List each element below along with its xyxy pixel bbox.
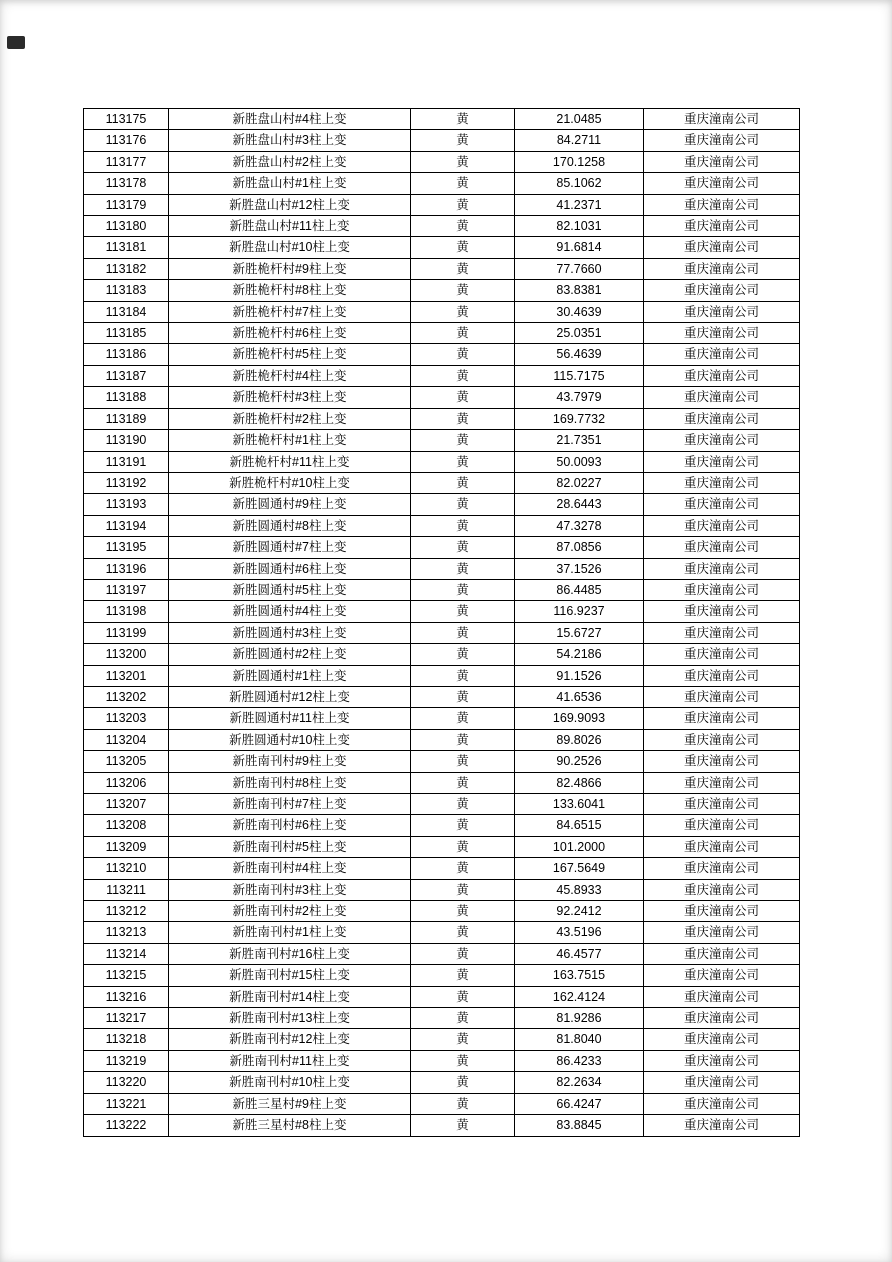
table-row xyxy=(84,729,800,750)
table-row xyxy=(84,301,800,322)
cell-id: 113218 xyxy=(84,1029,169,1050)
cell-company: 重庆潼南公司 xyxy=(644,301,800,322)
cell-value: 90.2526 xyxy=(515,751,644,772)
cell-value: 169.7732 xyxy=(515,408,644,429)
cell-name: 新胜桅杆村#1柱上变 xyxy=(169,430,411,451)
cell-value: 82.0227 xyxy=(515,472,644,493)
cell-company: 重庆潼南公司 xyxy=(644,836,800,857)
cell-name: 新胜圆通村#7柱上变 xyxy=(169,537,411,558)
cell-color: 黄 xyxy=(411,151,515,172)
cell-id: 113214 xyxy=(84,943,169,964)
cell-color: 黄 xyxy=(411,1008,515,1029)
cell-company: 重庆潼南公司 xyxy=(644,237,800,258)
cell-color: 黄 xyxy=(411,472,515,493)
table-row xyxy=(84,1050,800,1071)
cell-color: 黄 xyxy=(411,901,515,922)
cell-value: 81.8040 xyxy=(515,1029,644,1050)
cell-color: 黄 xyxy=(411,686,515,707)
cell-color: 黄 xyxy=(411,451,515,472)
cell-color: 黄 xyxy=(411,601,515,622)
page-corner-artifact xyxy=(7,36,25,49)
cell-company: 重庆潼南公司 xyxy=(644,879,800,900)
cell-name: 新胜盘山村#2柱上变 xyxy=(169,151,411,172)
cell-name: 新胜南刊村#1柱上变 xyxy=(169,922,411,943)
cell-company: 重庆潼南公司 xyxy=(644,280,800,301)
cell-value: 167.5649 xyxy=(515,858,644,879)
cell-company: 重庆潼南公司 xyxy=(644,258,800,279)
table-row xyxy=(84,879,800,900)
cell-name: 新胜南刊村#3柱上变 xyxy=(169,879,411,900)
cell-id: 113180 xyxy=(84,216,169,237)
cell-company: 重庆潼南公司 xyxy=(644,965,800,986)
table-row xyxy=(84,922,800,943)
table-row xyxy=(84,258,800,279)
table-row xyxy=(84,943,800,964)
table-row xyxy=(84,836,800,857)
cell-color: 黄 xyxy=(411,558,515,579)
cell-company: 重庆潼南公司 xyxy=(644,323,800,344)
cell-id: 113198 xyxy=(84,601,169,622)
cell-value: 83.8381 xyxy=(515,280,644,301)
cell-name: 新胜南刊村#11柱上变 xyxy=(169,1050,411,1071)
cell-company: 重庆潼南公司 xyxy=(644,130,800,151)
cell-company: 重庆潼南公司 xyxy=(644,451,800,472)
cell-color: 黄 xyxy=(411,1115,515,1136)
cell-company: 重庆潼南公司 xyxy=(644,686,800,707)
cell-name: 新胜圆通村#5柱上变 xyxy=(169,579,411,600)
table-row xyxy=(84,130,800,151)
table-row xyxy=(84,451,800,472)
cell-id: 113181 xyxy=(84,237,169,258)
cell-color: 黄 xyxy=(411,515,515,536)
cell-company: 重庆潼南公司 xyxy=(644,194,800,215)
cell-color: 黄 xyxy=(411,836,515,857)
table-row xyxy=(84,772,800,793)
cell-company: 重庆潼南公司 xyxy=(644,901,800,922)
cell-name: 新胜盘山村#4柱上变 xyxy=(169,109,411,130)
table-row xyxy=(84,344,800,365)
cell-name: 新胜圆通村#9柱上变 xyxy=(169,494,411,515)
cell-id: 113175 xyxy=(84,109,169,130)
table-row xyxy=(84,109,800,130)
cell-value: 15.6727 xyxy=(515,622,644,643)
cell-value: 21.7351 xyxy=(515,430,644,451)
cell-value: 170.1258 xyxy=(515,151,644,172)
cell-name: 新胜桅杆村#7柱上变 xyxy=(169,301,411,322)
cell-id: 113184 xyxy=(84,301,169,322)
table-row xyxy=(84,537,800,558)
cell-company: 重庆潼南公司 xyxy=(644,558,800,579)
cell-name: 新胜圆通村#8柱上变 xyxy=(169,515,411,536)
cell-value: 84.6515 xyxy=(515,815,644,836)
cell-color: 黄 xyxy=(411,579,515,600)
cell-color: 黄 xyxy=(411,1050,515,1071)
cell-value: 86.4485 xyxy=(515,579,644,600)
cell-id: 113185 xyxy=(84,323,169,344)
cell-company: 重庆潼南公司 xyxy=(644,365,800,386)
cell-value: 91.1526 xyxy=(515,665,644,686)
table-row xyxy=(84,751,800,772)
cell-color: 黄 xyxy=(411,751,515,772)
cell-company: 重庆潼南公司 xyxy=(644,622,800,643)
cell-value: 45.8933 xyxy=(515,879,644,900)
cell-value: 21.0485 xyxy=(515,109,644,130)
cell-id: 113203 xyxy=(84,708,169,729)
cell-color: 黄 xyxy=(411,879,515,900)
cell-color: 黄 xyxy=(411,109,515,130)
cell-id: 113215 xyxy=(84,965,169,986)
cell-company: 重庆潼南公司 xyxy=(644,151,800,172)
table-row xyxy=(84,280,800,301)
table-row xyxy=(84,151,800,172)
table-row xyxy=(84,430,800,451)
table-row xyxy=(84,1093,800,1114)
table-row xyxy=(84,708,800,729)
cell-company: 重庆潼南公司 xyxy=(644,794,800,815)
table-row xyxy=(84,216,800,237)
cell-id: 113222 xyxy=(84,1115,169,1136)
cell-color: 黄 xyxy=(411,365,515,386)
data-table xyxy=(83,108,800,1137)
table-row xyxy=(84,365,800,386)
cell-id: 113189 xyxy=(84,408,169,429)
cell-value: 133.6041 xyxy=(515,794,644,815)
cell-value: 81.9286 xyxy=(515,1008,644,1029)
cell-value: 54.2186 xyxy=(515,644,644,665)
cell-company: 重庆潼南公司 xyxy=(644,472,800,493)
cell-company: 重庆潼南公司 xyxy=(644,537,800,558)
cell-id: 113199 xyxy=(84,622,169,643)
cell-value: 77.7660 xyxy=(515,258,644,279)
cell-value: 43.5196 xyxy=(515,922,644,943)
cell-company: 重庆潼南公司 xyxy=(644,515,800,536)
cell-name: 新胜南刊村#4柱上变 xyxy=(169,858,411,879)
cell-value: 101.2000 xyxy=(515,836,644,857)
cell-id: 113183 xyxy=(84,280,169,301)
cell-name: 新胜南刊村#12柱上变 xyxy=(169,1029,411,1050)
cell-id: 113219 xyxy=(84,1050,169,1071)
cell-value: 116.9237 xyxy=(515,601,644,622)
cell-name: 新胜盘山村#1柱上变 xyxy=(169,173,411,194)
cell-name: 新胜圆通村#6柱上变 xyxy=(169,558,411,579)
cell-value: 50.0093 xyxy=(515,451,644,472)
cell-value: 82.2634 xyxy=(515,1072,644,1093)
cell-color: 黄 xyxy=(411,815,515,836)
cell-id: 113188 xyxy=(84,387,169,408)
table-row xyxy=(84,815,800,836)
cell-color: 黄 xyxy=(411,772,515,793)
table-row xyxy=(84,622,800,643)
cell-name: 新胜圆通村#2柱上变 xyxy=(169,644,411,665)
cell-company: 重庆潼南公司 xyxy=(644,751,800,772)
cell-value: 41.2371 xyxy=(515,194,644,215)
cell-value: 86.4233 xyxy=(515,1050,644,1071)
cell-value: 92.2412 xyxy=(515,901,644,922)
cell-color: 黄 xyxy=(411,408,515,429)
cell-color: 黄 xyxy=(411,216,515,237)
cell-company: 重庆潼南公司 xyxy=(644,109,800,130)
table-row xyxy=(84,1029,800,1050)
cell-id: 113191 xyxy=(84,451,169,472)
cell-name: 新胜南刊村#9柱上变 xyxy=(169,751,411,772)
cell-color: 黄 xyxy=(411,130,515,151)
cell-company: 重庆潼南公司 xyxy=(644,644,800,665)
cell-company: 重庆潼南公司 xyxy=(644,858,800,879)
cell-color: 黄 xyxy=(411,1029,515,1050)
cell-id: 113193 xyxy=(84,494,169,515)
cell-color: 黄 xyxy=(411,258,515,279)
cell-name: 新胜三星村#8柱上变 xyxy=(169,1115,411,1136)
cell-value: 46.4577 xyxy=(515,943,644,964)
cell-id: 113177 xyxy=(84,151,169,172)
cell-company: 重庆潼南公司 xyxy=(644,579,800,600)
cell-color: 黄 xyxy=(411,301,515,322)
cell-color: 黄 xyxy=(411,173,515,194)
cell-company: 重庆潼南公司 xyxy=(644,1029,800,1050)
cell-name: 新胜圆通村#3柱上变 xyxy=(169,622,411,643)
cell-color: 黄 xyxy=(411,280,515,301)
cell-name: 新胜南刊村#16柱上变 xyxy=(169,943,411,964)
table-row xyxy=(84,601,800,622)
table-row xyxy=(84,665,800,686)
cell-id: 113220 xyxy=(84,1072,169,1093)
cell-id: 113204 xyxy=(84,729,169,750)
cell-id: 113217 xyxy=(84,1008,169,1029)
cell-value: 82.1031 xyxy=(515,216,644,237)
cell-id: 113216 xyxy=(84,986,169,1007)
table-row xyxy=(84,794,800,815)
cell-value: 84.2711 xyxy=(515,130,644,151)
cell-value: 169.9093 xyxy=(515,708,644,729)
cell-name: 新胜圆通村#11柱上变 xyxy=(169,708,411,729)
cell-id: 113205 xyxy=(84,751,169,772)
table-row xyxy=(84,901,800,922)
cell-value: 115.7175 xyxy=(515,365,644,386)
cell-name: 新胜南刊村#10柱上变 xyxy=(169,1072,411,1093)
cell-company: 重庆潼南公司 xyxy=(644,1093,800,1114)
cell-id: 113187 xyxy=(84,365,169,386)
cell-name: 新胜桅杆村#6柱上变 xyxy=(169,323,411,344)
table-row xyxy=(84,986,800,1007)
cell-color: 黄 xyxy=(411,344,515,365)
table-row xyxy=(84,965,800,986)
cell-id: 113182 xyxy=(84,258,169,279)
cell-company: 重庆潼南公司 xyxy=(644,772,800,793)
cell-company: 重庆潼南公司 xyxy=(644,173,800,194)
cell-name: 新胜圆通村#1柱上变 xyxy=(169,665,411,686)
cell-value: 56.4639 xyxy=(515,344,644,365)
cell-color: 黄 xyxy=(411,665,515,686)
cell-name: 新胜桅杆村#8柱上变 xyxy=(169,280,411,301)
cell-company: 重庆潼南公司 xyxy=(644,943,800,964)
cell-company: 重庆潼南公司 xyxy=(644,344,800,365)
cell-company: 重庆潼南公司 xyxy=(644,1115,800,1136)
cell-id: 113196 xyxy=(84,558,169,579)
cell-color: 黄 xyxy=(411,494,515,515)
cell-value: 82.4866 xyxy=(515,772,644,793)
table-row xyxy=(84,173,800,194)
cell-name: 新胜南刊村#8柱上变 xyxy=(169,772,411,793)
cell-color: 黄 xyxy=(411,986,515,1007)
cell-value: 47.3278 xyxy=(515,515,644,536)
cell-value: 162.4124 xyxy=(515,986,644,1007)
cell-company: 重庆潼南公司 xyxy=(644,216,800,237)
cell-color: 黄 xyxy=(411,194,515,215)
cell-id: 113192 xyxy=(84,472,169,493)
cell-id: 113186 xyxy=(84,344,169,365)
cell-name: 新胜盘山村#12柱上变 xyxy=(169,194,411,215)
cell-value: 66.4247 xyxy=(515,1093,644,1114)
cell-color: 黄 xyxy=(411,387,515,408)
cell-value: 28.6443 xyxy=(515,494,644,515)
cell-value: 89.8026 xyxy=(515,729,644,750)
cell-id: 113200 xyxy=(84,644,169,665)
cell-color: 黄 xyxy=(411,708,515,729)
cell-id: 113197 xyxy=(84,579,169,600)
cell-value: 43.7979 xyxy=(515,387,644,408)
cell-company: 重庆潼南公司 xyxy=(644,1072,800,1093)
table-row xyxy=(84,1008,800,1029)
cell-id: 113190 xyxy=(84,430,169,451)
cell-color: 黄 xyxy=(411,1072,515,1093)
cell-name: 新胜圆通村#4柱上变 xyxy=(169,601,411,622)
cell-name: 新胜桅杆村#11柱上变 xyxy=(169,451,411,472)
cell-id: 113210 xyxy=(84,858,169,879)
cell-id: 113209 xyxy=(84,836,169,857)
cell-name: 新胜南刊村#13柱上变 xyxy=(169,1008,411,1029)
cell-company: 重庆潼南公司 xyxy=(644,601,800,622)
cell-id: 113207 xyxy=(84,794,169,815)
cell-company: 重庆潼南公司 xyxy=(644,708,800,729)
table-row xyxy=(84,1115,800,1136)
cell-color: 黄 xyxy=(411,858,515,879)
cell-company: 重庆潼南公司 xyxy=(644,494,800,515)
cell-name: 新胜桅杆村#10柱上变 xyxy=(169,472,411,493)
cell-value: 83.8845 xyxy=(515,1115,644,1136)
cell-value: 91.6814 xyxy=(515,237,644,258)
cell-name: 新胜圆通村#10柱上变 xyxy=(169,729,411,750)
cell-name: 新胜南刊村#5柱上变 xyxy=(169,836,411,857)
table-row xyxy=(84,323,800,344)
cell-name: 新胜桅杆村#5柱上变 xyxy=(169,344,411,365)
table-row xyxy=(84,1072,800,1093)
table-row xyxy=(84,579,800,600)
cell-id: 113179 xyxy=(84,194,169,215)
table-row xyxy=(84,237,800,258)
cell-id: 113194 xyxy=(84,515,169,536)
table-body xyxy=(84,109,800,1137)
cell-value: 30.4639 xyxy=(515,301,644,322)
table-row xyxy=(84,515,800,536)
cell-company: 重庆潼南公司 xyxy=(644,1008,800,1029)
cell-name: 新胜南刊村#6柱上变 xyxy=(169,815,411,836)
cell-id: 113213 xyxy=(84,922,169,943)
cell-color: 黄 xyxy=(411,537,515,558)
cell-company: 重庆潼南公司 xyxy=(644,408,800,429)
cell-color: 黄 xyxy=(411,943,515,964)
cell-color: 黄 xyxy=(411,794,515,815)
cell-value: 41.6536 xyxy=(515,686,644,707)
cell-color: 黄 xyxy=(411,965,515,986)
cell-company: 重庆潼南公司 xyxy=(644,430,800,451)
cell-name: 新胜盘山村#11柱上变 xyxy=(169,216,411,237)
cell-name: 新胜桅杆村#4柱上变 xyxy=(169,365,411,386)
cell-company: 重庆潼南公司 xyxy=(644,986,800,1007)
table-row xyxy=(84,644,800,665)
table-row xyxy=(84,408,800,429)
cell-company: 重庆潼南公司 xyxy=(644,1050,800,1071)
cell-id: 113201 xyxy=(84,665,169,686)
cell-name: 新胜南刊村#15柱上变 xyxy=(169,965,411,986)
cell-color: 黄 xyxy=(411,323,515,344)
cell-company: 重庆潼南公司 xyxy=(644,665,800,686)
cell-company: 重庆潼南公司 xyxy=(644,922,800,943)
cell-name: 新胜南刊村#2柱上变 xyxy=(169,901,411,922)
table-row xyxy=(84,686,800,707)
cell-id: 113202 xyxy=(84,686,169,707)
cell-id: 113206 xyxy=(84,772,169,793)
cell-name: 新胜圆通村#12柱上变 xyxy=(169,686,411,707)
cell-name: 新胜桅杆村#2柱上变 xyxy=(169,408,411,429)
cell-color: 黄 xyxy=(411,430,515,451)
cell-color: 黄 xyxy=(411,622,515,643)
cell-name: 新胜盘山村#3柱上变 xyxy=(169,130,411,151)
cell-value: 87.0856 xyxy=(515,537,644,558)
cell-id: 113221 xyxy=(84,1093,169,1114)
cell-company: 重庆潼南公司 xyxy=(644,387,800,408)
table-row xyxy=(84,858,800,879)
cell-value: 85.1062 xyxy=(515,173,644,194)
cell-color: 黄 xyxy=(411,237,515,258)
cell-id: 113211 xyxy=(84,879,169,900)
cell-color: 黄 xyxy=(411,1093,515,1114)
table-row xyxy=(84,387,800,408)
cell-name: 新胜南刊村#14柱上变 xyxy=(169,986,411,1007)
cell-color: 黄 xyxy=(411,644,515,665)
cell-id: 113178 xyxy=(84,173,169,194)
cell-name: 新胜三星村#9柱上变 xyxy=(169,1093,411,1114)
cell-name: 新胜盘山村#10柱上变 xyxy=(169,237,411,258)
cell-value: 25.0351 xyxy=(515,323,644,344)
cell-id: 113208 xyxy=(84,815,169,836)
cell-color: 黄 xyxy=(411,922,515,943)
cell-value: 37.1526 xyxy=(515,558,644,579)
cell-company: 重庆潼南公司 xyxy=(644,815,800,836)
table-row xyxy=(84,558,800,579)
cell-color: 黄 xyxy=(411,729,515,750)
cell-name: 新胜桅杆村#9柱上变 xyxy=(169,258,411,279)
cell-name: 新胜桅杆村#3柱上变 xyxy=(169,387,411,408)
cell-name: 新胜南刊村#7柱上变 xyxy=(169,794,411,815)
cell-id: 113195 xyxy=(84,537,169,558)
cell-id: 113176 xyxy=(84,130,169,151)
cell-id: 113212 xyxy=(84,901,169,922)
table-row xyxy=(84,194,800,215)
cell-company: 重庆潼南公司 xyxy=(644,729,800,750)
table-row xyxy=(84,472,800,493)
cell-value: 163.7515 xyxy=(515,965,644,986)
table-row xyxy=(84,494,800,515)
